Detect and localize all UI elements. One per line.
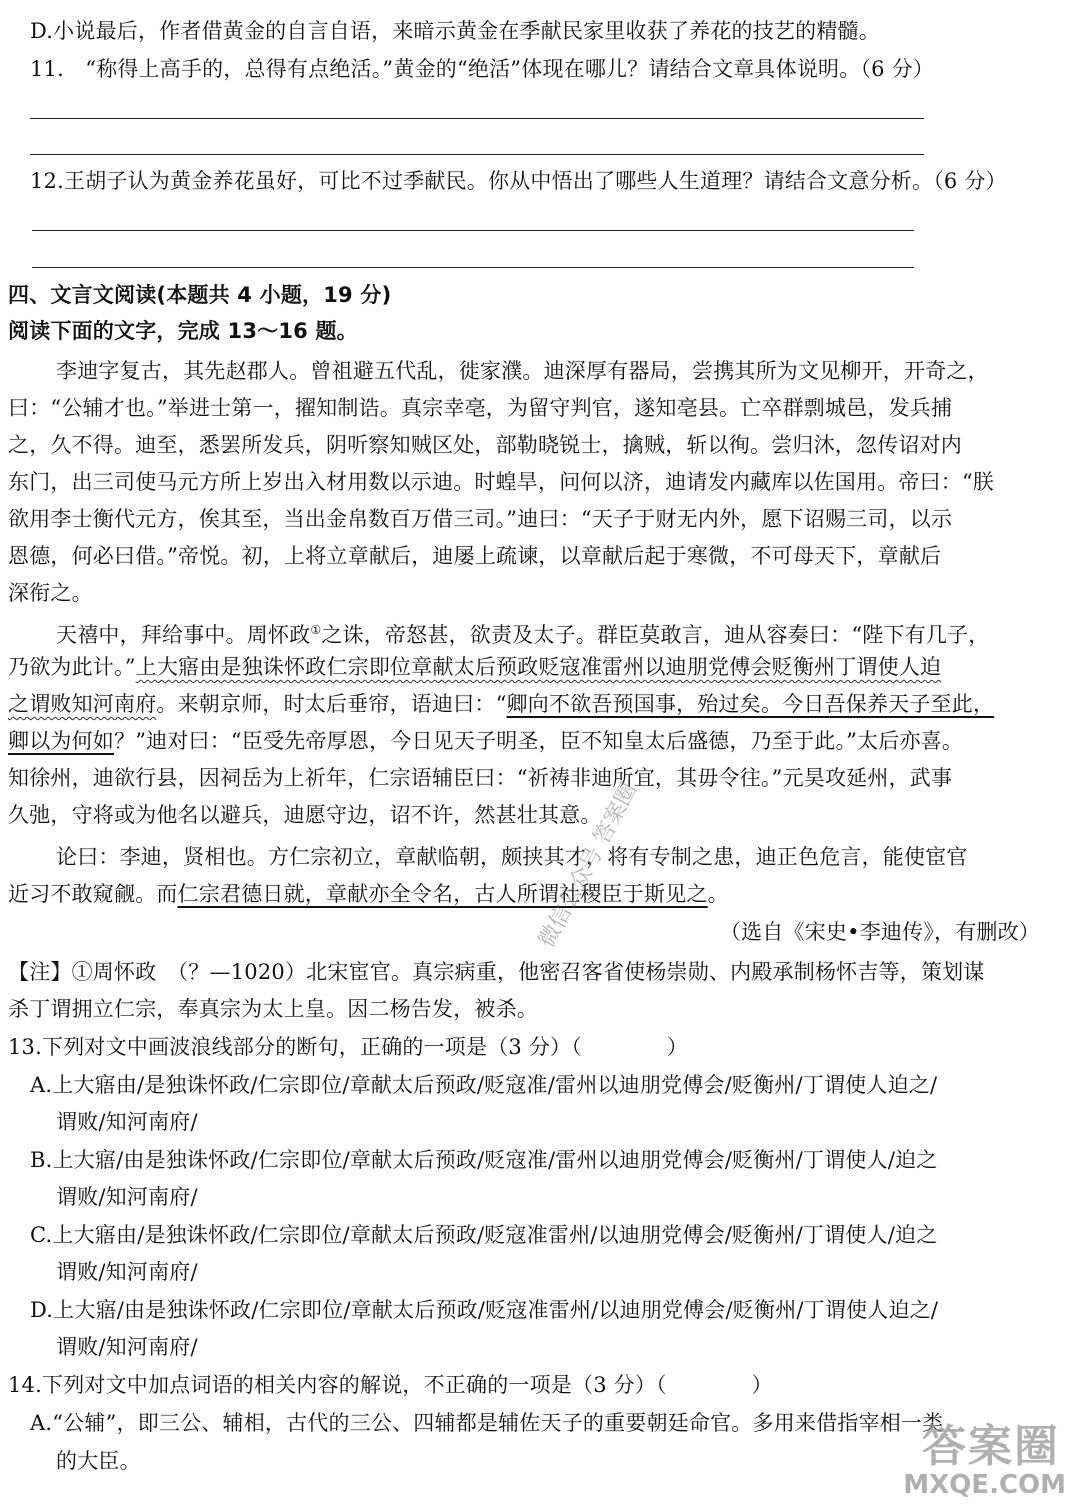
footnote-line: 【注】①周怀政 （？—1020）北宋宦官。真宗病重，他密召客省使杨崇勋、内殿承制杨怀吉等，策划谋: [8, 960, 985, 984]
q13-option-d-cont: 谓败/知河南府/: [56, 1335, 198, 1359]
watermark-text: 微信公众号 答案圈: [534, 778, 643, 953]
q13-option-a-cont: 谓败/知河南府/: [56, 1110, 198, 1134]
q14-option-a[interactable]: A.“公辅”，即三公、辅相，古代的三公、四辅都是辅佐天子的重要朝廷命官。多用来借指宰相一类: [30, 1411, 944, 1435]
passage-line: [56, 613, 1054, 652]
passage-text: 近习不敢窥觎。而: [8, 882, 178, 906]
passage-text: 。来朝京师，时太后垂帘，语迪曰：“: [156, 692, 507, 716]
passage-text: 乃欲为此计。”: [8, 655, 136, 679]
passage-line: 深衔之。: [8, 581, 93, 605]
section-heading: 四、文言文阅读(本题共 4 小题，19 分): [8, 283, 392, 307]
footnote-marker: ①: [310, 623, 322, 637]
q13-option-d[interactable]: D.上大寤/由是独诛怀政/仁宗即位/章献太后预政/贬寇准雷州/以迪朋党傅会/贬衡州/丁谓使人迫之/: [30, 1298, 939, 1322]
passage-line: [8, 650, 1054, 684]
passage-line: 论曰：李迪，贤相也。方仁宗初立，章献临朝，颇挟其才，将有专制之患，迪正色危言，能使宦官: [56, 845, 968, 869]
underlined-text: 仁宗君德日就，章献亦全令名，古人所谓社稷臣于斯见之: [177, 882, 708, 906]
passage-line: 久弛，守将或为他名以避兵，迪愿守边，诏不许，然甚壮其意。: [8, 803, 602, 827]
passage-line: 恩德，何必曰借。”帝悦。初，上将立章献后，迪屡上疏谏，以章献后起于寒微，不可母天下，章献后: [8, 544, 942, 568]
site-logo: [904, 1410, 1074, 1500]
passage-line: 东门，出三司使马元方所上岁出入材用数以示迪。时蝗旱，问何以济，迪请发内藏库以佐国用。帝曰：“朕: [8, 470, 995, 494]
passage-line: 之，久不得。迪至，悉罢所发兵，阴听察知贼区处，部勒晓锐士，擒贼，斩以徇。尝归沐，忽传诏对内: [8, 433, 962, 457]
passage-line: [8, 877, 1054, 911]
logo-url: MXQE.COM: [903, 1470, 1066, 1500]
passage-line: [8, 687, 1054, 721]
passage-line: 欲用李士衡代元方，俟其至，当出金帛数百万借三司。”迪曰：“天子于财无内外，愿下诏赐三司，以示: [8, 507, 953, 531]
q11-answer-line-2[interactable]: [30, 154, 924, 155]
section-instruction: 阅读下面的文字，完成 13～16 题。: [8, 319, 358, 343]
footnote-line: 杀丁谓拥立仁宗，奉真宗为太上皇。因二杨告发，被杀。: [8, 997, 538, 1021]
q13-option-a[interactable]: A.上大寤由/是独诛怀政/仁宗即位/章献太后预政/贬寇准/雷州以迪朋党傅会/贬衡州/丁谓使人迫之/: [30, 1073, 938, 1097]
passage-text: 。: [707, 882, 729, 906]
q13-option-b-cont: 谓败/知河南府/: [56, 1185, 198, 1209]
passage-text: 之诛，帝怒甚，欲责及太子。群臣莫敢言，迪从容奏曰：“陛下有几子，: [321, 623, 990, 647]
q11-answer-line-1[interactable]: [30, 118, 924, 119]
q13-stem: 13.下列对文中画波浪线部分的断句，正确的一项是（3 分）（ ）: [8, 1035, 688, 1059]
logo-title: 答案圈: [922, 1421, 1060, 1472]
passage-text: 天禧中，拜给事中。周怀政: [56, 623, 311, 647]
passage-text: ？”迪对曰：“臣受先帝厚恩，今日见天子明圣，臣不知皇太后盛德，乃至于此。”太后亦喜。: [114, 729, 964, 753]
q10-option-d: D.小说最后，作者借黄金的自言自语，来暗示黄金在季献民家里收获了养花的技艺的精髓。: [30, 19, 880, 43]
q12-answer-line-2[interactable]: [32, 267, 914, 268]
wavy-underlined-text: 之谓败知河南府: [8, 692, 157, 716]
passage-line: 李迪字复古，其先赵郡人。曾祖避五代乱，徙家濮。迪深厚有器局，尝携其所为文见柳开，开奇之，: [56, 359, 989, 383]
passage-line: [8, 724, 1054, 758]
q11-stem: 11. “称得上高手的，总得有点绝活。”黄金的“绝活”体现在哪儿？请结合文章具体说明。（6 分）: [30, 57, 934, 81]
q13-option-b[interactable]: B.上大寤/由是独诛怀政/仁宗即位/章献太后预政/贬寇准/雷州以迪朋党傅会/贬衡州/丁谓使人/迫之: [30, 1148, 938, 1172]
q14-stem: 14.下列对文中加点词语的相关内容的解说，不正确的一项是（3 分）（ ）: [8, 1373, 773, 1397]
wavy-underlined-text: 上大寤由是独诛怀政仁宗即位章献太后预政贬寇准雷州以迪朋党傅会贬衡州丁谓使人迫: [135, 655, 942, 679]
underlined-text: 卿向不欲吾预国事，殆过矣。今日吾保养天子至此，: [506, 692, 995, 716]
q13-option-c-cont: 谓败/知河南府/: [56, 1260, 198, 1284]
passage-line: 曰：“公辅才也。”举进士第一，擢知制诰。真宗幸亳，为留守判官，遂知亳县。亡卒群剽城邑，发兵捕: [8, 396, 953, 420]
q12-stem: 12.王胡子认为黄金养花虽好，可比不过季献民。你从中悟出了哪些人生道理？请结合文意分析。（6 分）: [30, 169, 1007, 193]
passage-source: （选自《宋史•李迪传》，有删改）: [719, 920, 1040, 944]
underlined-text: 卿以为何如: [8, 729, 114, 753]
q14-option-a-cont: 的大臣。: [56, 1449, 141, 1473]
q12-answer-line-1[interactable]: [32, 230, 914, 231]
q13-option-c[interactable]: C.上大寤由/是独诛怀政/仁宗即位/章献太后预政/贬寇准雷州/以迪朋党傅会/贬衡州/丁谓使人/迫之: [30, 1223, 938, 1247]
passage-line: 知徐州，迪欲行县，因祠岳为上祈年，仁宗语辅臣曰：“祈祷非迪所宜，其毋令往。”元昊攻延州，武事: [8, 766, 953, 790]
